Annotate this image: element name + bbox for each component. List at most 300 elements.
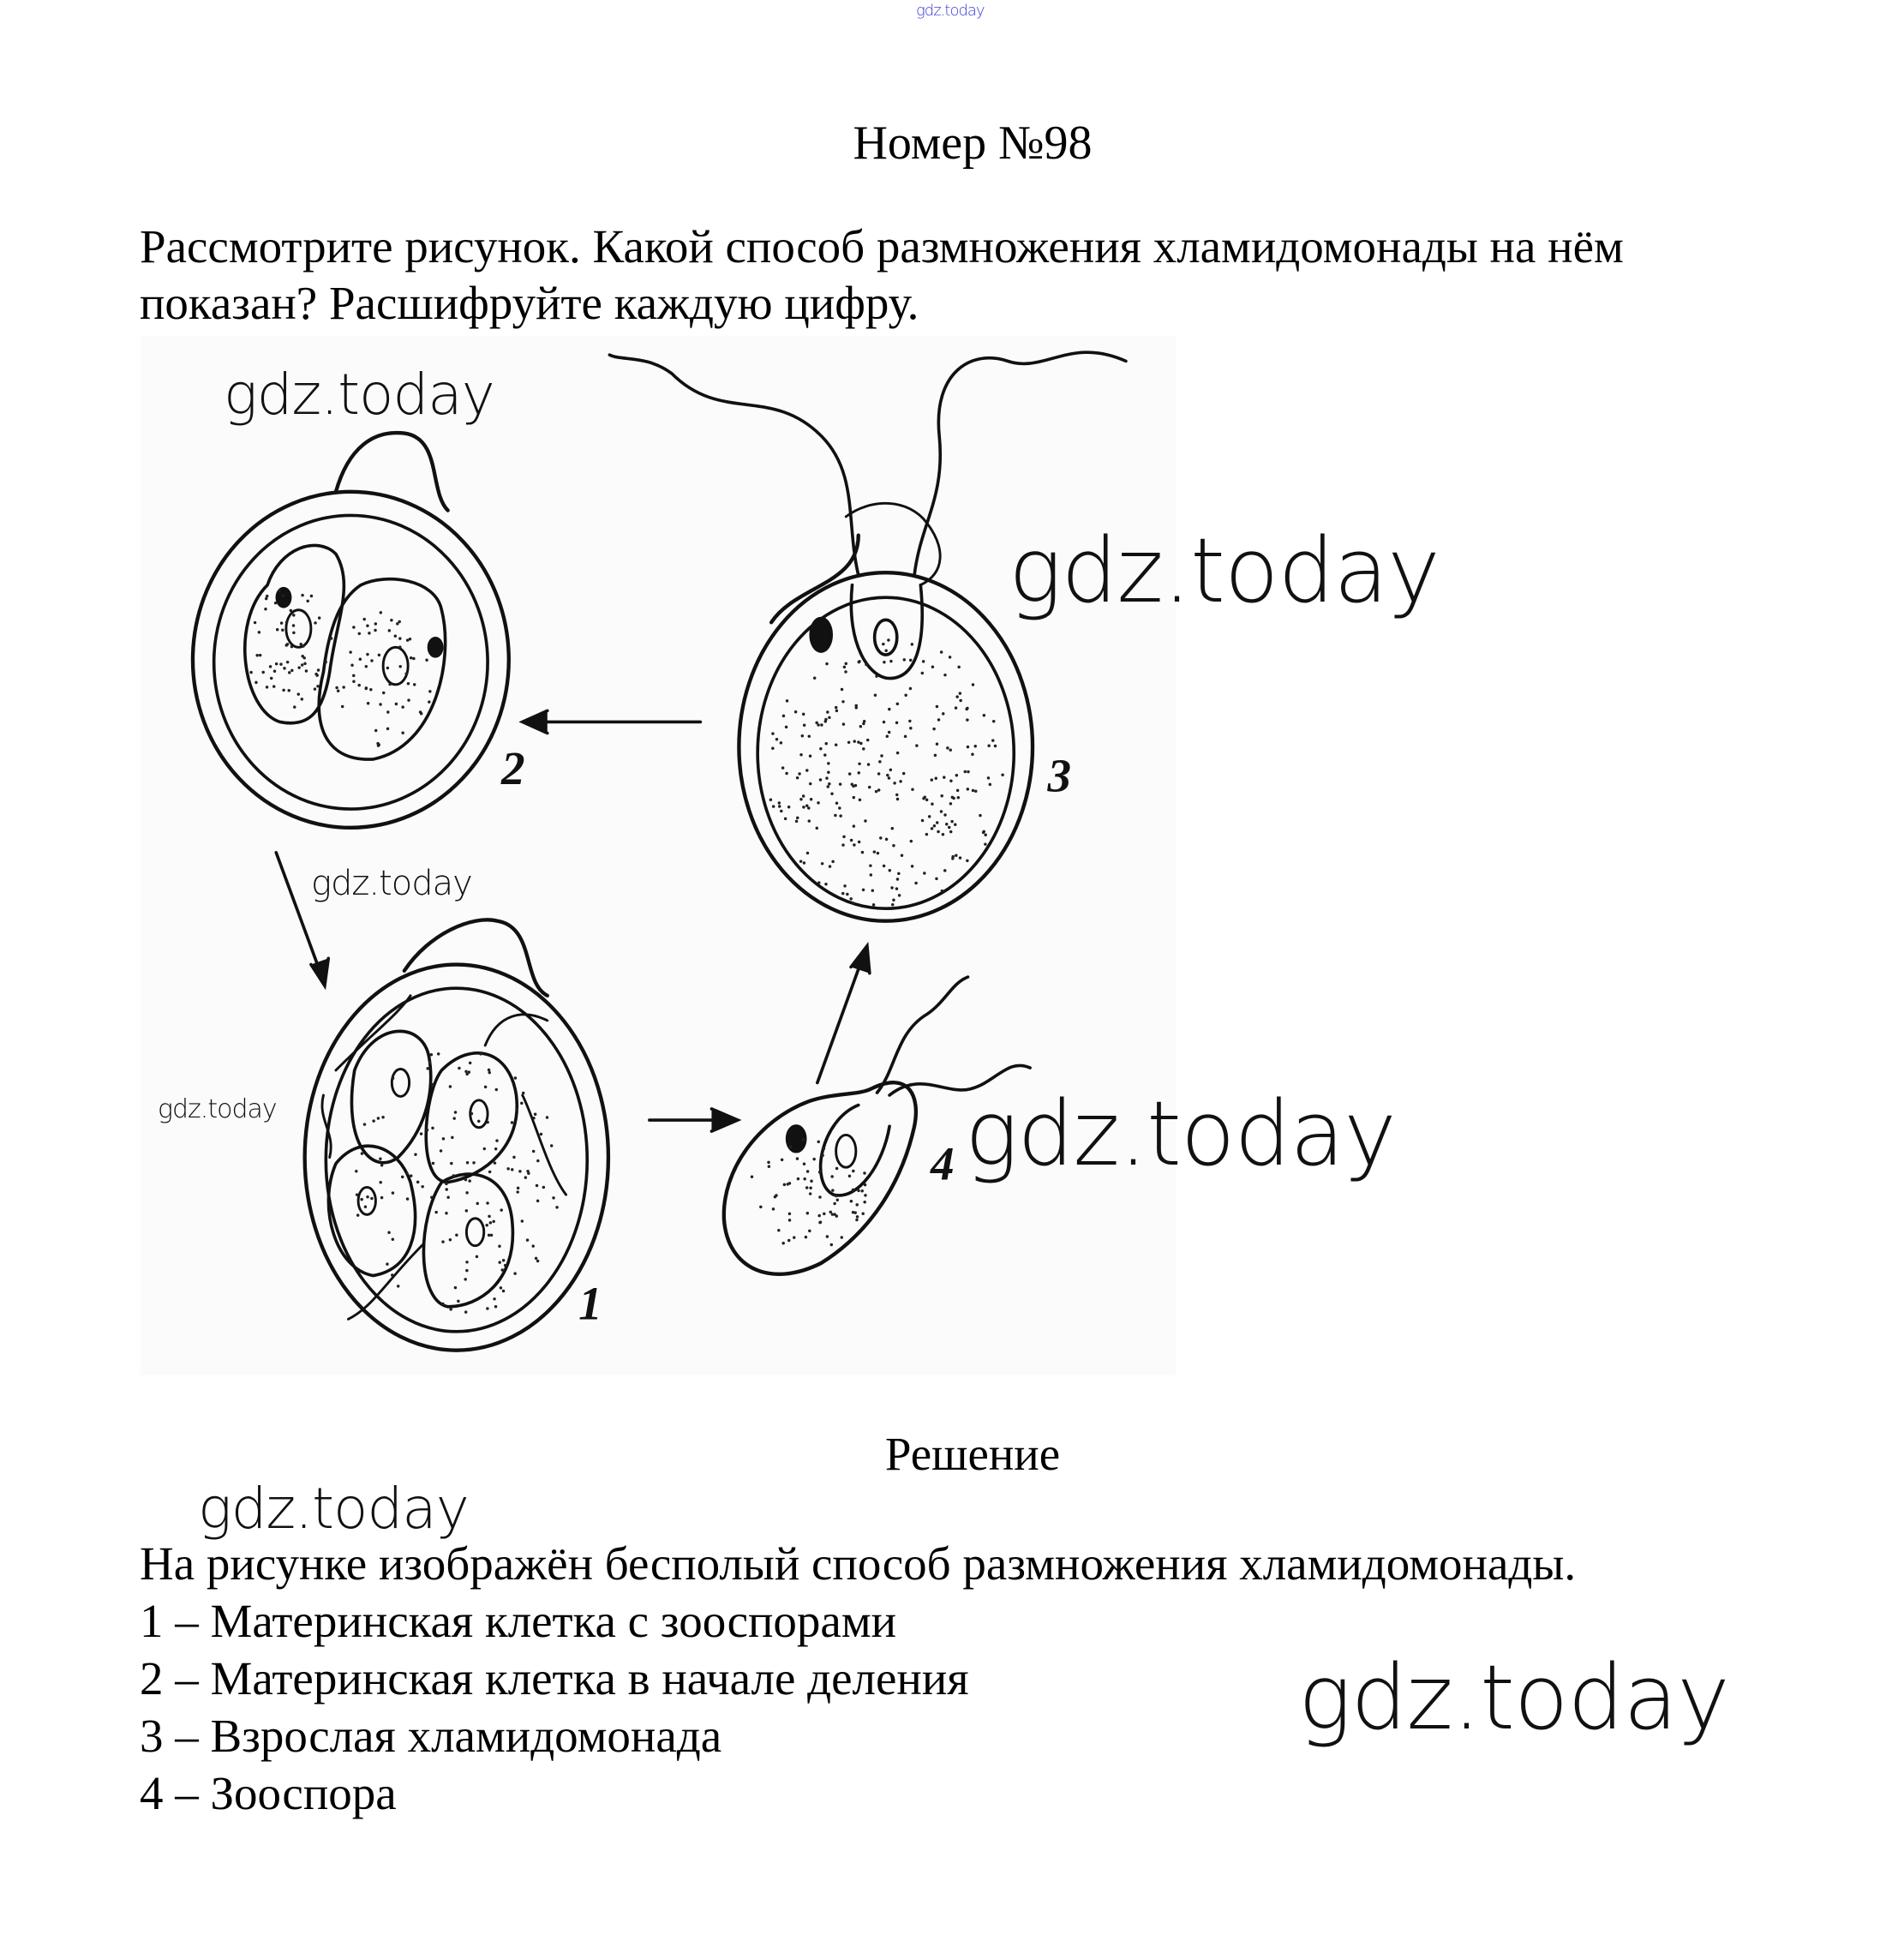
stipple-dot <box>987 744 990 746</box>
figure-label-3: 3 <box>1047 749 1072 802</box>
stipple-dot <box>801 734 804 737</box>
stipple-dot <box>390 619 392 621</box>
stipple-dot <box>895 887 898 890</box>
header-watermark[interactable]: gdz.today <box>916 2 985 20</box>
stipple-dot <box>786 699 788 702</box>
stipple-dot <box>488 1071 490 1074</box>
stipple-dot <box>452 1174 455 1177</box>
stipple-dot <box>500 1268 503 1271</box>
stipple-dot <box>817 1141 819 1143</box>
stipple-dot <box>440 1149 442 1152</box>
stipple-dot <box>445 1212 447 1214</box>
stipple-dot <box>379 1181 381 1183</box>
stipple-dot <box>386 667 389 669</box>
stipple-dot <box>465 1191 468 1194</box>
stipple-dot <box>303 662 306 665</box>
stipple-dot <box>449 1085 452 1087</box>
stipple-dot <box>771 747 774 750</box>
stipple-dot <box>341 705 344 708</box>
stipple-dot <box>366 624 368 626</box>
stipple-dot <box>805 769 808 771</box>
stipple-dot <box>495 1139 498 1141</box>
stipple-dot <box>966 718 968 721</box>
stipple-dot <box>352 680 355 682</box>
stipple-dot <box>273 670 276 673</box>
stipple-dot <box>863 1201 865 1203</box>
stipple-dot <box>335 686 338 689</box>
stipple-dot <box>279 662 282 665</box>
stipple-dot <box>817 1214 820 1217</box>
stipple-dot <box>844 670 847 673</box>
stipple-dot <box>823 753 826 756</box>
stipple-dot <box>768 1165 770 1168</box>
stipple-dot <box>286 661 289 663</box>
stipple-dot <box>852 785 854 788</box>
stipple-dot <box>910 840 913 842</box>
stipple-dot <box>428 690 431 692</box>
stipple-dot <box>847 741 850 744</box>
stipple-dot <box>899 780 901 782</box>
stipple-dot <box>967 788 969 790</box>
stipple-dot <box>370 659 373 662</box>
stipple-dot <box>488 1215 490 1218</box>
stipple-dot <box>857 740 859 743</box>
stipple-dot <box>808 819 811 822</box>
stipple-dot <box>398 665 401 668</box>
stipple-dot <box>278 590 280 592</box>
stipple-dot <box>445 1188 447 1190</box>
stipple-dot <box>555 1206 558 1208</box>
stipple-dot <box>426 1129 428 1131</box>
stipple-dot <box>759 1206 762 1208</box>
stipple-dot <box>896 798 899 800</box>
stipple-dot <box>391 1273 393 1276</box>
stipple-dot <box>839 814 841 817</box>
stipple-dot <box>957 796 960 799</box>
stipple-dot <box>356 1213 359 1216</box>
stipple-dot <box>940 650 943 653</box>
stipple-dot <box>367 702 369 704</box>
stipple-dot <box>407 682 410 685</box>
stipple-dot <box>428 700 430 703</box>
stipple-dot <box>857 1189 859 1192</box>
stipple-dot <box>386 728 389 730</box>
stipple-dot <box>780 741 782 744</box>
stipple-dot <box>552 1196 554 1199</box>
stipple-dot <box>778 805 781 807</box>
stipple-dot <box>909 727 912 729</box>
stipple-dot <box>942 712 944 715</box>
stipple-dot <box>421 1185 423 1188</box>
stipple-dot <box>488 1171 491 1173</box>
stipple-dot <box>884 649 887 651</box>
stipple-dot <box>521 1219 524 1222</box>
stipple-dot <box>877 772 880 775</box>
stipple-dot <box>795 820 798 823</box>
stipple-dot <box>395 703 398 705</box>
stipple-dot <box>317 668 320 671</box>
stipple-dot <box>410 1174 412 1177</box>
stipple-dot <box>772 1207 775 1210</box>
stipple-dot <box>859 725 862 728</box>
stipple-dot <box>812 1158 815 1160</box>
stipple-dot <box>299 643 302 645</box>
stipple-dot <box>959 692 961 694</box>
stipple-dot <box>316 685 319 687</box>
stipple-dot <box>366 1195 368 1198</box>
stipple-dot <box>430 1196 433 1199</box>
stipple-dot <box>890 886 893 889</box>
stipple-dot <box>767 1161 769 1164</box>
stipple-dot <box>377 744 380 746</box>
stipple-dot <box>797 1177 799 1180</box>
stipple-dot <box>937 718 940 721</box>
stipple-dot <box>282 689 284 692</box>
stipple-dot <box>454 1286 457 1289</box>
stipple-dot <box>825 662 828 665</box>
stipple-dot <box>809 755 811 758</box>
stipple-dot <box>987 776 990 779</box>
stipple-dot <box>979 814 981 817</box>
stipple-dot <box>805 1236 807 1238</box>
stipple-dot <box>808 734 811 737</box>
stipple-dot <box>853 740 855 742</box>
page-title: Номер №98 <box>853 117 1093 170</box>
stipple-dot <box>841 843 844 846</box>
stipple-dot <box>290 645 293 648</box>
stipple-dot <box>464 1278 466 1280</box>
stipple-dot <box>871 889 874 891</box>
stipple-dot <box>500 1208 502 1211</box>
watermark: gdz.today <box>311 864 472 903</box>
stipple-dot <box>771 732 774 734</box>
stipple-dot <box>477 1120 480 1123</box>
stipple-dot <box>817 801 819 804</box>
stipple-dot <box>796 776 799 779</box>
chlamydomonas-reproduction-figure <box>141 336 1176 1375</box>
stipple-dot <box>903 658 906 661</box>
stipple-dot <box>848 772 851 775</box>
stipple-dot <box>472 1161 475 1164</box>
stipple-dot <box>864 1194 866 1196</box>
stipple-dot <box>302 644 304 647</box>
stipple-dot <box>378 654 380 656</box>
stipple-dot <box>784 818 787 820</box>
stipple-dot <box>369 688 372 691</box>
stipple-dot <box>819 747 822 750</box>
stipple-dot <box>401 1176 404 1178</box>
stipple-dot <box>805 1186 808 1189</box>
stipple-dot <box>853 796 855 799</box>
stipple-dot <box>288 671 290 674</box>
stipple-dot <box>511 1168 513 1171</box>
stipple-dot <box>818 1171 821 1173</box>
stipple-dot <box>816 827 818 830</box>
stipple-dot <box>488 1234 490 1237</box>
stipple-dot <box>780 810 782 812</box>
watermark: gdz.today <box>198 1476 469 1542</box>
stipple-dot <box>959 856 961 859</box>
stipple-dot <box>796 817 799 819</box>
stipple-dot <box>858 763 860 765</box>
stipple-dot <box>425 658 428 661</box>
stipple-dot <box>827 770 829 773</box>
stipple-dot <box>951 855 954 858</box>
stipple-dot <box>249 671 252 674</box>
stipple-dot <box>842 722 845 725</box>
stipple-dot <box>437 1052 440 1055</box>
stipple-dot <box>349 650 351 653</box>
stipple-dot <box>922 660 925 662</box>
stipple-dot <box>416 1181 419 1183</box>
stipple-dot <box>911 643 913 645</box>
stipple-dot <box>931 666 934 668</box>
stipple-dot <box>366 653 368 656</box>
stipple-dot <box>297 666 300 668</box>
stipple-dot <box>839 782 841 785</box>
stipple-dot <box>414 1153 416 1155</box>
stipple-dot <box>446 1196 449 1199</box>
stipple-dot <box>806 1212 809 1214</box>
stipple-dot <box>863 1171 865 1174</box>
stipple-dot <box>374 629 376 632</box>
stipple-dot <box>536 1260 539 1262</box>
stipple-dot <box>485 1224 488 1226</box>
stipple-dot <box>909 687 912 690</box>
stipple-dot <box>498 1261 500 1263</box>
stipple-dot <box>486 1307 488 1309</box>
stipple-dot <box>858 841 860 843</box>
stipple-dot <box>301 663 303 666</box>
stipple-dot <box>466 1161 469 1164</box>
stipple-dot <box>967 746 969 748</box>
stipple-dot <box>936 742 938 745</box>
stipple-dot <box>991 739 994 741</box>
stipple-dot <box>931 827 933 830</box>
stipple-dot <box>853 1211 856 1213</box>
stipple-dot <box>949 830 952 833</box>
stipple-dot <box>867 763 870 765</box>
stipple-dot <box>445 1183 447 1185</box>
watermark: gdz.today <box>224 362 494 428</box>
stipple-dot <box>802 1138 805 1141</box>
stipple-dot <box>259 654 261 656</box>
stipple-dot <box>883 661 885 663</box>
stipple-dot <box>434 1211 437 1213</box>
stipple-dot <box>518 1170 521 1172</box>
stipple-dot <box>428 1061 431 1063</box>
figure-label-1: 1 <box>578 1277 602 1330</box>
stipple-dot <box>950 820 953 823</box>
stipple-dot <box>305 669 308 672</box>
watermark: gdz.today <box>1298 1645 1729 1750</box>
stipple-dot <box>863 720 865 722</box>
stipple-dot <box>522 1092 524 1094</box>
stipple-dot <box>845 662 847 665</box>
stipple-dot <box>803 1163 805 1165</box>
stipple-dot <box>883 865 885 867</box>
stipple-dot <box>292 624 295 626</box>
stipple-dot <box>902 772 905 775</box>
stipple-dot <box>454 1111 457 1113</box>
stipple-dot <box>285 621 288 624</box>
stipple-dot <box>495 1088 498 1091</box>
stipple-dot <box>859 799 861 801</box>
stipple-dot <box>809 782 811 785</box>
stipple-dot <box>465 1269 468 1272</box>
stipple-dot <box>959 699 961 702</box>
stipple-dot <box>889 769 892 771</box>
stipple-dot <box>941 890 943 892</box>
stipple-dot <box>853 824 855 827</box>
stipple-dot <box>949 802 952 805</box>
stipple-dot <box>306 600 308 602</box>
stipple-dot <box>829 1211 832 1213</box>
stipple-dot <box>984 842 986 845</box>
stipple-dot <box>787 1239 790 1242</box>
stipple-dot <box>875 674 877 677</box>
stipple-dot <box>934 754 937 757</box>
stipple-dot <box>855 1219 858 1221</box>
stipple-dot <box>841 688 843 691</box>
stipple-dot <box>830 1175 833 1177</box>
stipple-dot <box>896 703 899 705</box>
stipple-dot <box>974 745 977 747</box>
stipple-dot <box>342 686 344 688</box>
stipple-dot <box>885 838 888 841</box>
stipple-dot <box>898 894 901 896</box>
stipple-dot <box>457 1300 459 1303</box>
stipple-dot <box>824 720 827 722</box>
stipple-dot <box>875 790 877 793</box>
stipple-dot <box>266 686 268 688</box>
stipple-dot <box>387 1231 390 1234</box>
stipple-dot <box>861 851 864 854</box>
stipple-dot <box>290 609 292 612</box>
stipple-dot <box>984 833 986 836</box>
stipple-dot <box>928 815 931 818</box>
stipple-dot <box>536 1184 538 1187</box>
stipple-dot <box>955 774 958 776</box>
stipple-dot <box>464 1310 467 1313</box>
stipple-dot <box>486 1121 488 1123</box>
stipple-dot <box>940 794 943 797</box>
stipple-dot <box>355 1170 357 1172</box>
stipple-dot <box>972 789 974 792</box>
stipple-dot <box>843 666 846 668</box>
stipple-dot <box>852 1170 854 1172</box>
stipple-dot <box>781 766 784 769</box>
stipple-dot <box>904 694 907 697</box>
stipple-dot <box>483 1147 486 1150</box>
stipple-dot <box>352 674 355 677</box>
stipple-dot <box>374 622 377 625</box>
stipple-dot <box>945 823 948 825</box>
stipple-dot <box>827 762 829 764</box>
stipple-dot <box>372 1119 374 1122</box>
stipple-dot <box>879 836 882 839</box>
stipple-dot <box>803 724 805 727</box>
stipple-dot <box>450 1162 452 1165</box>
stipple-dot <box>936 821 938 824</box>
stipple-dot <box>479 1052 482 1055</box>
stipple-dot <box>751 1176 753 1178</box>
stipple-dot <box>272 685 275 687</box>
stipple-dot <box>956 789 959 792</box>
stipple-dot <box>925 833 928 836</box>
stipple-dot <box>821 1153 823 1156</box>
stipple-dot <box>841 1236 843 1238</box>
solution-intro: На рисунке изображён бесполый способ размножения хламидомонады. <box>140 1537 1577 1590</box>
stipple-dot <box>923 872 925 874</box>
stipple-dot <box>852 902 854 904</box>
stipple-dot <box>777 1229 780 1231</box>
stipple-dot <box>888 708 890 710</box>
stipple-dot <box>310 595 313 597</box>
stipple-dot <box>261 671 264 674</box>
stipple-dot <box>802 794 805 797</box>
stipple-dot <box>858 661 860 663</box>
stipple-dot <box>275 662 278 665</box>
stipple-dot <box>381 1116 384 1118</box>
stipple-dot <box>301 698 303 700</box>
stipple-dot <box>524 1176 527 1178</box>
solution-item-3: 3 – Взрослая хламидомонада <box>140 1710 722 1762</box>
stipple-dot <box>504 1264 506 1267</box>
stipple-dot <box>406 638 409 641</box>
stipple-dot <box>517 1187 519 1189</box>
stipple-dot <box>886 774 889 776</box>
stipple-dot <box>966 707 968 710</box>
stipple-dot <box>887 638 889 641</box>
stipple-dot <box>989 783 991 786</box>
stipple-dot <box>406 1197 409 1200</box>
stipple-dot <box>974 790 977 793</box>
stipple-dot <box>819 1221 822 1224</box>
stipple-dot <box>805 804 808 806</box>
stipple-dot <box>506 1167 509 1170</box>
stipple-dot <box>826 1235 829 1237</box>
stipple-dot <box>830 793 833 795</box>
stipple-dot <box>536 1159 539 1162</box>
stipple-dot <box>781 1159 783 1161</box>
stipple-dot <box>940 810 943 812</box>
stipple-dot <box>895 794 898 796</box>
stipple-dot <box>441 1240 444 1243</box>
stipple-dot <box>821 862 823 865</box>
stipple-dot <box>831 860 834 863</box>
stipple-dot <box>935 777 937 780</box>
stipple-dot <box>781 1242 784 1244</box>
stipple-dot <box>281 594 284 596</box>
stipple-dot <box>897 872 900 875</box>
stipple-dot <box>896 878 899 880</box>
stipple-dot <box>849 897 852 900</box>
stipple-dot <box>502 1290 505 1292</box>
stipple-dot <box>774 1195 776 1198</box>
stipple-dot <box>823 1213 825 1215</box>
stipple-dot <box>782 715 785 717</box>
stipple-dot <box>516 1190 518 1193</box>
stipple-dot <box>292 632 295 634</box>
stipple-dot <box>476 1255 478 1258</box>
stipple-dot <box>468 1070 470 1073</box>
stipple-dot <box>254 681 257 684</box>
stipple-dot <box>880 754 883 757</box>
stipple-dot <box>924 796 926 799</box>
stipple-dot <box>405 1172 408 1175</box>
stipple-dot <box>442 1137 445 1140</box>
